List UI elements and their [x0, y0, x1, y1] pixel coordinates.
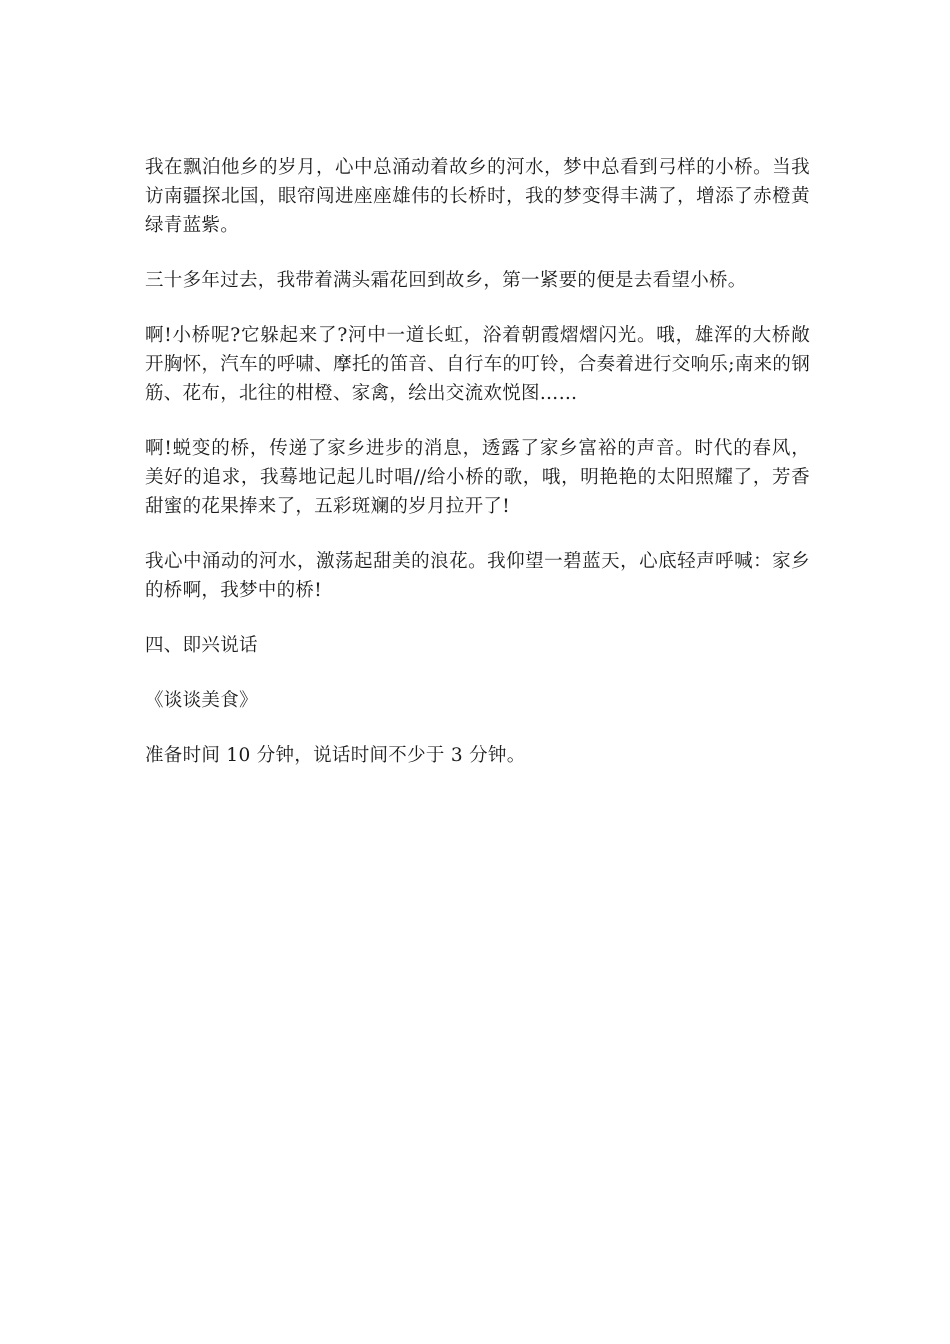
document-body: [145, 153, 810, 796]
paragraph-4: 啊!蜕变的桥，传递了家乡进步的消息，透露了家乡富裕的声音。时代的春风，美好的追求，我蓦地记起儿时唱//给小桥的歌，哦，明艳艳的太阳照耀了，芳香甜蜜的花果捧来了，五彩斑斓的岁月拉开了!: [145, 438, 810, 517]
section-heading: 四、即兴说话: [145, 635, 258, 656]
instructions-text: 准备时间 10 分钟，说话时间不少于 3 分钟。: [145, 745, 526, 766]
paragraph-2: 三十多年过去，我带着满头霜花回到故乡，第一紧要的便是去看望小桥。: [145, 270, 747, 291]
paragraph-1: 我在飘泊他乡的岁月，心中总涌动着故乡的河水，梦中总看到弓样的小桥。当我访南疆探北国，眼帘闯进座座雄伟的长桥时，我的梦变得丰满了，增添了赤橙黄绿青蓝紫。: [145, 157, 810, 236]
paragraph-3: 啊!小桥呢?它躲起来了?河中一道长虹，浴着朝霞熠熠闪光。哦，雄浑的大桥敞开胸怀，汽车的呼啸、摩托的笛音、自行车的叮铃，合奏着进行交响乐;南来的钢筋、花布，北往的柑橙、家禽，绘出交流欢悦图……: [145, 325, 810, 404]
paragraph-5: 我心中涌动的河水，激荡起甜美的浪花。我仰望一碧蓝天，心底轻声呼喊：家乡的桥啊，我梦中的桥!: [145, 551, 810, 601]
topic-title: 《谈谈美食》: [145, 690, 258, 711]
